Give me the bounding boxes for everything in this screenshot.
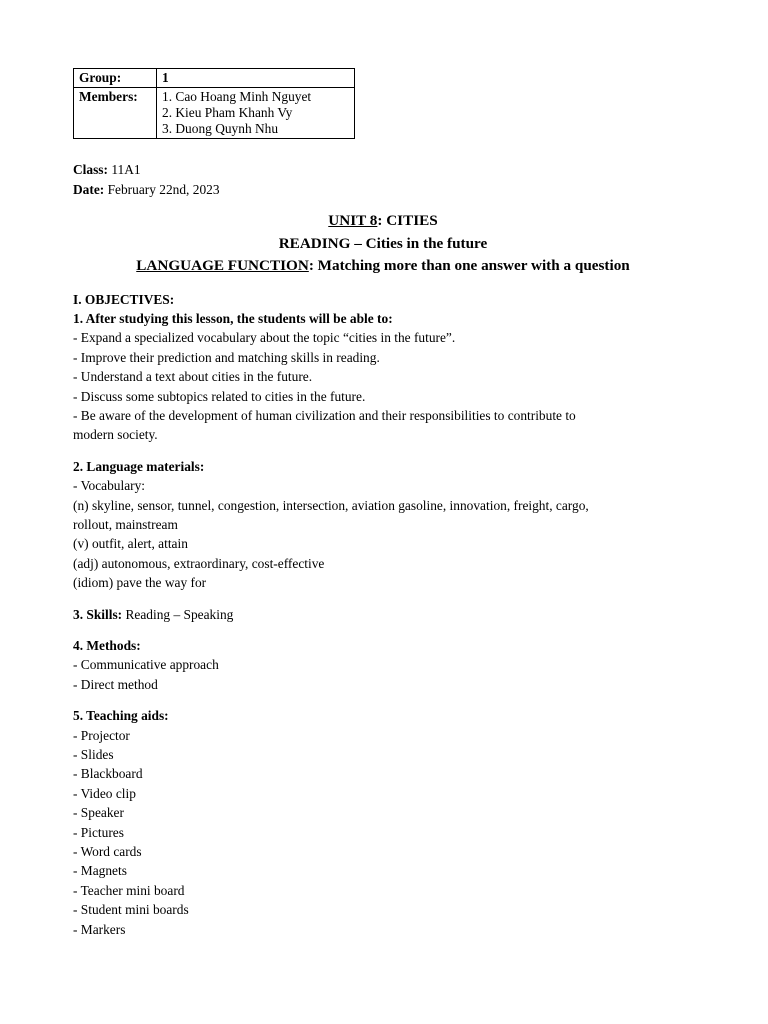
group-value: 1 [157, 69, 355, 88]
language-materials-line: - Vocabulary: [73, 478, 146, 494]
objective-item: modern society. [73, 427, 158, 443]
method-item: - Direct method [73, 676, 158, 692]
language-function-title [73, 255, 693, 278]
unit-title-underlined: UNIT 8 [328, 212, 378, 229]
teaching-aid-item: - Markers [73, 921, 126, 937]
objective-item: - Be aware of the development of human civilization and their responsibilities to contribute to [73, 407, 576, 423]
skills-label: 3. Skills: [73, 606, 123, 622]
member-item: 1. Cao Hoang Minh Nguyet [162, 89, 312, 104]
language-materials-heading: 2. Language materials: [73, 458, 205, 474]
language-materials-line: (adj) autonomous, extraordinary, cost-effective [73, 555, 325, 571]
class-date-block [73, 160, 693, 200]
members-list [157, 88, 355, 139]
document-page [73, 68, 693, 939]
class-value: 11A1 [111, 162, 141, 177]
class-line [73, 160, 693, 180]
objective-item: - Expand a specialized vocabulary about the topic “cities in the future”. [73, 330, 456, 346]
teaching-aid-item: - Pictures [73, 824, 124, 840]
group-label: Group: [74, 69, 157, 88]
teaching-aids-heading: 5. Teaching aids: [73, 708, 169, 724]
members-label: Members: [74, 88, 157, 139]
language-function-underlined: LANGUAGE FUNCTION [136, 257, 309, 274]
title-block [73, 210, 693, 278]
skills-value: Reading – Speaking [125, 606, 234, 622]
objective-item: - Understand a text about cities in the future. [73, 369, 313, 385]
date-value: February 22nd, 2023 [107, 182, 220, 197]
teaching-aid-item: - Magnets [73, 863, 127, 879]
language-materials-line: (n) skyline, sensor, tunnel, congestion, intersection, aviation gasoline, innovation, freight, cargo, [73, 497, 589, 513]
member-item: 2. Kieu Pham Khanh Vy [162, 105, 293, 120]
teaching-aid-item: - Teacher mini board [73, 882, 185, 898]
language-materials-section [73, 457, 693, 593]
methods-heading: 4. Methods: [73, 638, 141, 653]
language-materials-line: rollout, mainstream [73, 516, 178, 532]
teaching-aid-item: - Student mini boards [73, 902, 189, 918]
teaching-aid-item: - Blackboard [73, 766, 143, 782]
class-label: Class: [73, 162, 108, 177]
language-function-rest: : Matching more than one answer with a question [308, 257, 630, 274]
group-row [74, 69, 355, 88]
unit-title [73, 210, 693, 233]
teaching-aid-item: - Speaker [73, 805, 124, 821]
date-line [73, 180, 693, 200]
skills-section [73, 605, 693, 624]
language-materials-line: (v) outfit, alert, attain [73, 536, 188, 552]
teaching-aids-section [73, 706, 693, 939]
teaching-aid-item: - Word cards [73, 844, 142, 860]
date-label: Date: [73, 182, 105, 197]
objectives-section [73, 290, 693, 445]
group-table [73, 68, 355, 139]
teaching-aid-item: - Slides [73, 747, 114, 763]
method-item: - Communicative approach [73, 657, 219, 673]
unit-title-rest: : CITIES [377, 212, 438, 229]
member-item: 3. Duong Quynh Nhu [162, 121, 279, 136]
objectives-heading: I. OBJECTIVES: [73, 291, 175, 307]
methods-section [73, 636, 693, 694]
reading-title: READING – Cities in the future [278, 234, 488, 252]
teaching-aid-item: - Projector [73, 727, 130, 743]
members-row [74, 88, 355, 139]
language-materials-line: (idiom) pave the way for [73, 575, 207, 591]
objective-item: - Discuss some subtopics related to cities in the future. [73, 388, 366, 404]
teaching-aid-item: - Video clip [73, 785, 136, 801]
objectives-subheading: 1. After studying this lesson, the students will be able to: [73, 310, 393, 326]
objective-item: - Improve their prediction and matching skills in reading. [73, 349, 380, 365]
